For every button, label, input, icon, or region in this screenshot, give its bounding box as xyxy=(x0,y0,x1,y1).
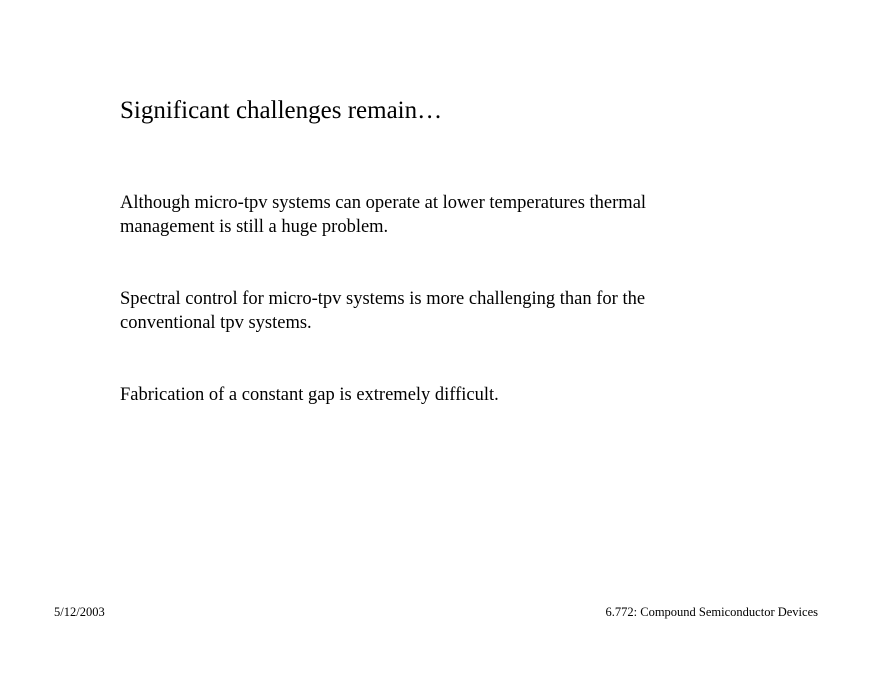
footer-date: 5/12/2003 xyxy=(54,605,105,619)
slide-title: Significant challenges remain… xyxy=(120,97,443,124)
paragraph-thermal-management: Although micro-tpv systems can operate at lower temperatures thermal management is still a huge problem. xyxy=(120,193,647,237)
paragraph-spectral-control: Spectral control for micro-tpv systems is more challenging than for the conventional tpv systems. xyxy=(120,289,646,333)
paragraph-gap-fabrication: Fabrication of a constant gap is extremely difficult. xyxy=(120,385,499,405)
footer-course: 6.772: Compound Semiconductor Devices xyxy=(605,605,818,619)
